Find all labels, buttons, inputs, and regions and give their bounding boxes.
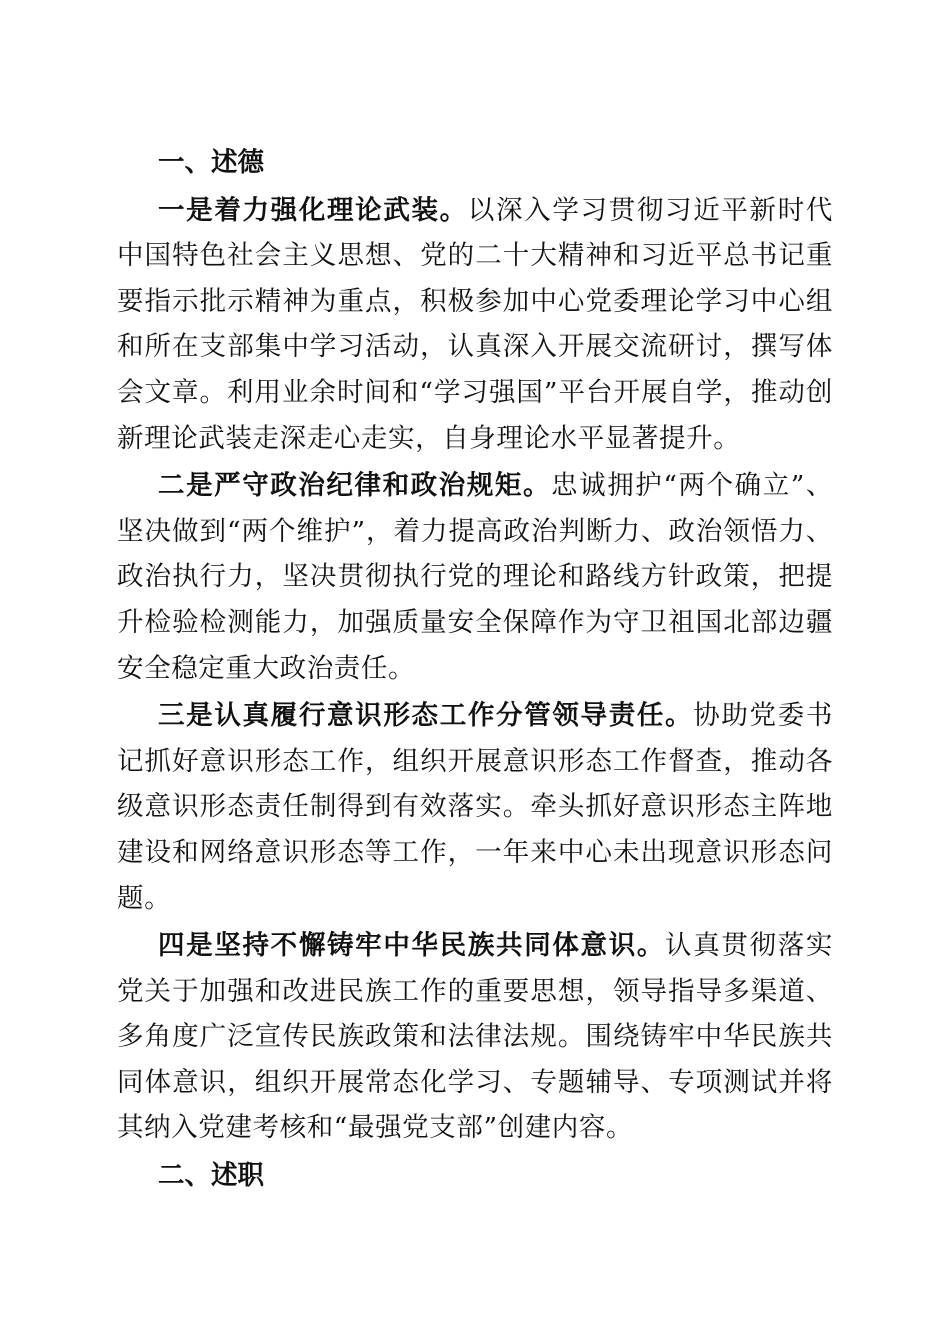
paragraph-ideology-responsibility: [117, 693, 833, 921]
document-body: [117, 140, 833, 1199]
paragraph-lead: 四是坚持不懈铸牢中华民族共同体意识。: [158, 930, 666, 962]
section-heading-duty: 二、述职: [158, 1160, 264, 1192]
paragraph-body: 以深入学习贯彻习近平新时代中国特色社会主义思想、党的二十大精神和习近平总书记重要指示批示精神为重点，积极参加中心党委理论学习中心组和所在支部集中学习活动，认真深入开展交流研讨，撰写体会文章。利用业余时间和“学习强国”平台开展自学，推动创新理论武装走深走心走实，自身理论水平显著提升。: [117, 194, 833, 454]
paragraph-lead: 三是认真履行意识形态工作分管领导责任。: [158, 700, 694, 732]
paragraph-national-unity: [117, 923, 833, 1151]
paragraph-body: 协助党委书记抓好意识形态工作，组织开展意识形态工作督查，推动各级意识形态责任制得到有效落实。牵头抓好意识形态主阵地建设和网络意识形态等工作，一年来中心未出现意识形态问题。: [117, 700, 833, 914]
paragraph-body: 认真贯彻落实党关于加强和改进民族工作的重要思想，领导指导多渠道、多角度广泛宣传民族政策和法律法规。围绕铸牢中华民族共同体意识，组织开展常态化学习、专题辅导、专项测试并将其纳入党建考核和“最强党支部”创建内容。: [117, 930, 833, 1144]
paragraph-theory-study: [117, 188, 833, 462]
paragraph-lead: 一是着力强化理论武装。: [158, 194, 468, 226]
section-heading-ethics: 一、述德: [158, 147, 264, 178]
paragraph-lead: 二是严守政治纪律和政治规矩。: [158, 470, 552, 502]
paragraph-political-discipline: [117, 463, 833, 691]
paragraph-body: 忠诚拥护“两个确立”、坚决做到“两个维护”，着力提高政治判断力、政治领悟力、政治执行力，坚决贯彻执行党的理论和路线方针政策，把提升检验检测能力，加强质量安全保障作为守卫祖国北部边疆安全稳定重大政治责任。: [117, 470, 833, 684]
